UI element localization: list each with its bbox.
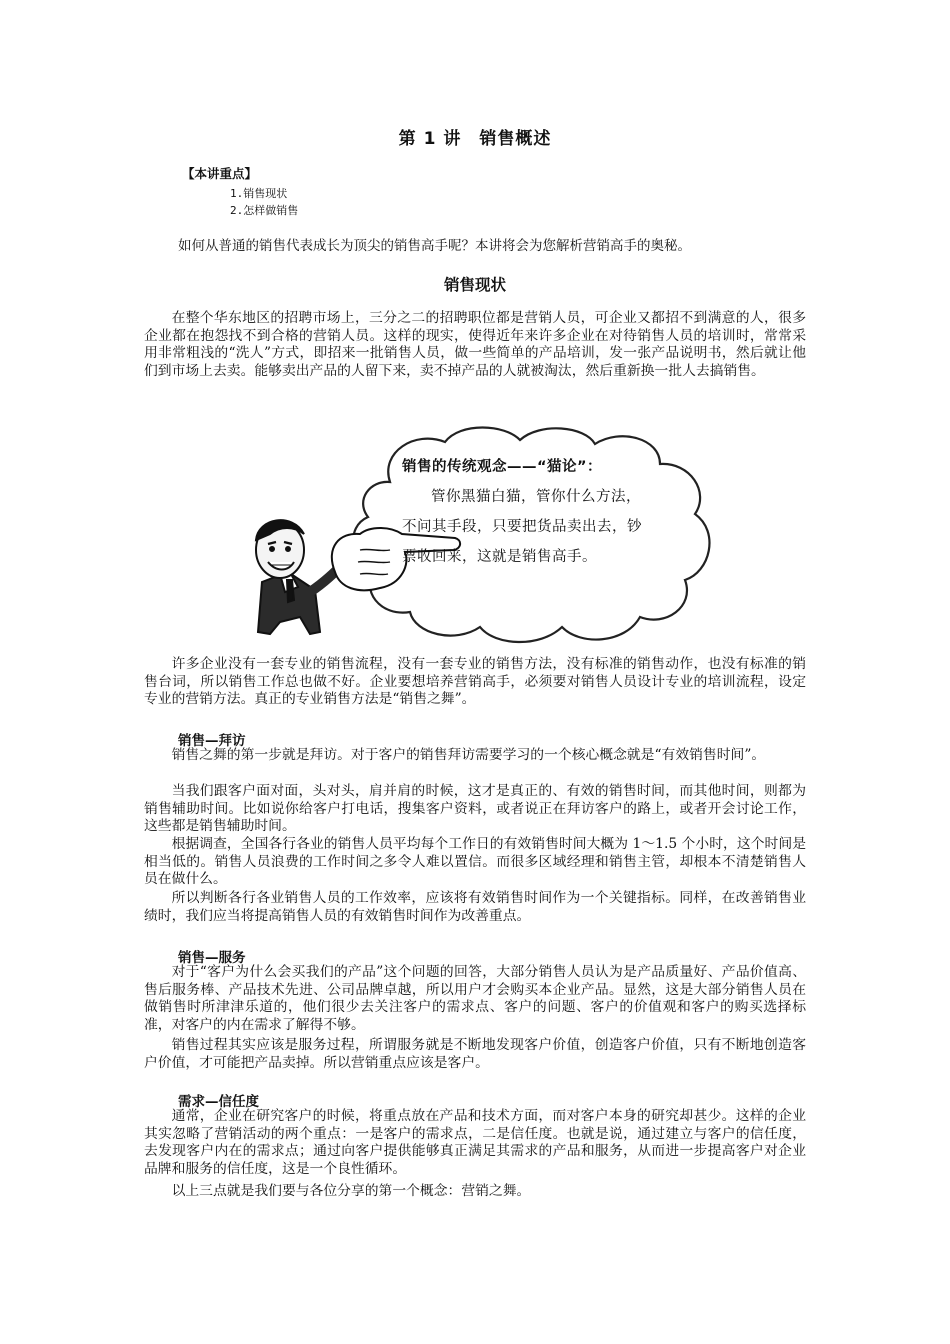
paragraph: 根据调查，全国各行各业的销售人员平均每个工作日的有效销售时间大概为 1～1.5 个小时，这个时间是相当低的。销售人员浪费的工作时间之多令人难以置信。而很多区域经理和销售主管，却根本不清楚销售人员在做什么。 bbox=[144, 836, 806, 888]
paragraph: 当我们跟客户面对面，头对头，肩并肩的时候，这才是真正的、有效的销售时间，而其他时间，则都为销售辅助时间。比如说你给客户打电话，搜集客户资料，或者说正在拜访客户的路上，或者开会讨论工作，这些都是销售辅助时间。 bbox=[144, 783, 806, 835]
subheading: 需求—信任度 bbox=[178, 1094, 259, 1110]
key-points-heading: 【本讲重点】 bbox=[182, 166, 258, 181]
paragraph: 许多企业没有一套专业的销售流程，没有一套专业的销售方法，没有标准的销售动作，也没有标准的销售台词，所以销售工作总也做不好。企业要想培养营销高手，必须要对销售人员设计专业的培训流程，设定专业的营销方法。真正的专业销售方法是“销售之舞”。 bbox=[144, 656, 806, 708]
intro-text: 如何从普通的销售代表成长为顶尖的销售高手呢？本讲将会为您解析营销高手的奥秘。 bbox=[178, 238, 691, 254]
paragraph: 通常，企业在研究客户的时候，将重点放在产品和技术方面，而对客户本身的研究却甚少。这样的企业其实忽略了营销活动的两个重点：一是客户的需求点，二是信任度。也就是说，通过建立与客户的信任度，去发现客户内在的需求点；通过向客户提供能够真正满足其需求的产品和服务，从而进一步提高客户对企业品牌和服务的信任度，这是一个良性循环。 bbox=[144, 1108, 806, 1177]
cloud-heading: 销售的传统观念——“猫论”： bbox=[402, 459, 603, 475]
section-title: 销售现状 bbox=[443, 276, 506, 294]
key-point-item: 2.怎样做销售 bbox=[230, 204, 299, 217]
cloud-text bbox=[402, 452, 652, 572]
paragraph: 销售过程其实应该是服务过程，所谓服务就是不断地发现客户价值，创造客户价值，只有不断地创造客户价值，才可能把产品卖掉。所以营销重点应该是客户。 bbox=[144, 1037, 806, 1071]
key-point-item: 1.销售现状 bbox=[230, 187, 288, 200]
subheading: 销售—拜访 bbox=[178, 733, 246, 749]
page-title: 第 1 讲 销售概述 bbox=[398, 129, 552, 149]
paragraph: 以上三点就是我们要与各位分享的第一个概念：营销之舞。 bbox=[171, 1183, 531, 1199]
subheading: 销售—服务 bbox=[178, 950, 246, 966]
paragraph: 所以判断各行各业销售人员的工作效率，应该将有效销售时间作为一个关键指标。同样，在改善销售业绩时，我们应当将提高销售人员的有效销售时间作为改善重点。 bbox=[144, 890, 806, 924]
paragraph: 销售之舞的第一步就是拜访。对于客户的销售拜访需要学习的一个核心概念就是“有效销售时间”。 bbox=[171, 747, 766, 763]
paragraph: 对于“客户为什么会买我们的产品”这个问题的回答，大部分销售人员认为是产品质量好、产品价值高、售后服务棒、产品技术先进、公司品牌卓越，所以用户才会购买本企业产品。显然，这是大部分销售人员在做销售时所津津乐道的，他们很少去关注客户的需求点、客户的问题、客户的价值观和客户的购买选择标准，对客户的内在需求了解得不够。 bbox=[144, 964, 806, 1033]
cloud-body: 管你黑猫白猫，管你什么方法，不问其手段，只要把货品卖出去，钞票收回来，这就是销售高手。 bbox=[402, 489, 642, 565]
paragraph: 在整个华东地区的招聘市场上，三分之二的招聘职位都是营销人员，可企业又都招不到满意的人，很多企业都在抱怨找不到合格的营销人员。这样的现实，使得近年来许多企业在对待销售人员的培训时，常常采用非常粗浅的“洗人”方式，即招来一批销售人员，做一些简单的产品培训，发一张产品说明书，然后就让他们到市场上去卖。能够卖出产品的人留下来，卖不掉产品的人就被淘汰，然后重新换一批人去搞销售。 bbox=[144, 310, 806, 379]
